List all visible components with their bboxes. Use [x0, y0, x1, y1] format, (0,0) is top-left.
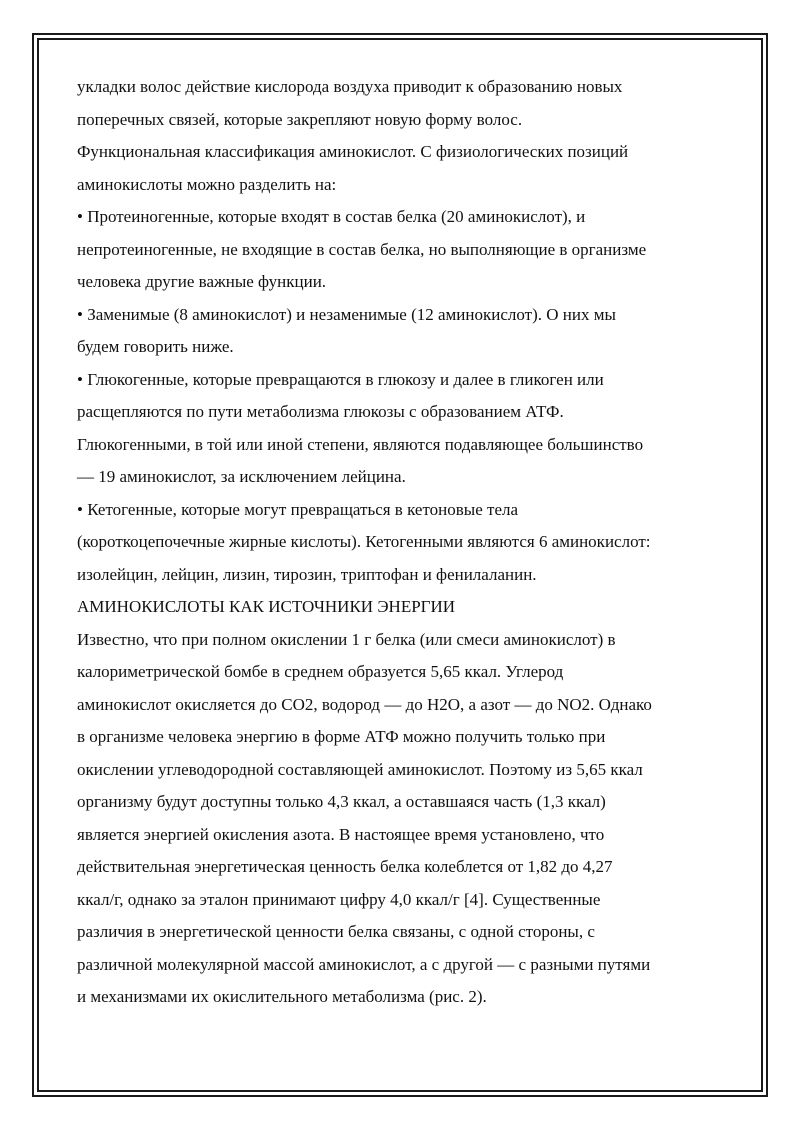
list-item-line: • Протеиногенные, которые входят в состав белка (20 аминокислот), и	[77, 207, 586, 226]
text-line: (короткоцепочечные жирные кислоты). Кетогенными являются 6 аминокислот:	[77, 532, 651, 551]
text-line: человека другие важные функции.	[77, 272, 327, 291]
text-line: является энергией окисления азота. В настоящее время установлено, что	[77, 824, 605, 844]
text-line: Глюкогенными, в той или иной степени, являются подавляющее большинство	[77, 434, 644, 454]
text-line: Функциональная классификация аминокислот. С физиологических позиций	[77, 142, 629, 161]
list-item-line: • Кетогенные, которые могут превращаться в кетоновые тела	[77, 499, 519, 519]
list-item-line: • Заменимые (8 аминокислот) и незаменимые (12 аминокислот). О них мы	[77, 304, 616, 324]
document-body	[77, 71, 727, 1014]
text-line: будем говорить ниже.	[77, 337, 234, 356]
list-item-line: • Глюкогенные, которые превращаются в глюкозу и далее в гликоген или	[77, 369, 604, 389]
text-line: укладки волос действие кислорода воздуха приводит к образованию новых	[77, 77, 623, 96]
text-line: калориметрической бомбе в среднем образуется 5,65 ккал. Углерод	[77, 662, 564, 681]
text-line: организму будут доступны только 4,3 ккал, а оставшаяся часть (1,3 ккал)	[77, 792, 606, 811]
text-line: расщепляются по пути метаболизма глюкозы с образованием АТФ.	[77, 402, 564, 421]
text-line: и механизмами их окислительного метаболизма (рис. 2).	[77, 987, 487, 1006]
section-heading: АМИНОКИСЛОТЫ КАК ИСТОЧНИКИ ЭНЕРГИИ	[77, 597, 456, 616]
text-line: аминокислоты можно разделить на:	[77, 174, 337, 194]
text-line: окислении углеводородной составляющей аминокислот. Поэтому из 5,65 ккал	[77, 759, 643, 779]
text-line: Известно, что при полном окислении 1 г белка (или смеси аминокислот) в	[77, 629, 616, 649]
text-line: — 19 аминокислот, за исключением лейцина.	[77, 467, 406, 486]
text-line: изолейцин, лейцин, лизин, тирозин, триптофан и фенилаланин.	[77, 564, 537, 584]
text-line: различной молекулярной массой аминокислот, а с другой — с разными путями	[77, 954, 651, 974]
text-line: различия в энергетической ценности белка связаны, с одной стороны, с	[77, 922, 595, 941]
text-line: поперечных связей, которые закрепляют новую форму волос.	[77, 109, 523, 129]
text-line: ккал/г, однако за эталон принимают цифру 4,0 ккал/г [4]. Существенные	[77, 889, 601, 909]
text-line: аминокислот окисляется до СО2, водород — до Н2О, а азот — до NO2. Однако	[77, 694, 652, 714]
text-line: в организме человека энергию в форме АТФ можно получить только при	[77, 727, 606, 746]
text-line: действительная энергетическая ценность белка колеблется от 1,82 до 4,27	[77, 857, 613, 876]
text-line: непротеиногенные, не входящие в состав белка, но выполняющие в организме	[77, 239, 647, 259]
